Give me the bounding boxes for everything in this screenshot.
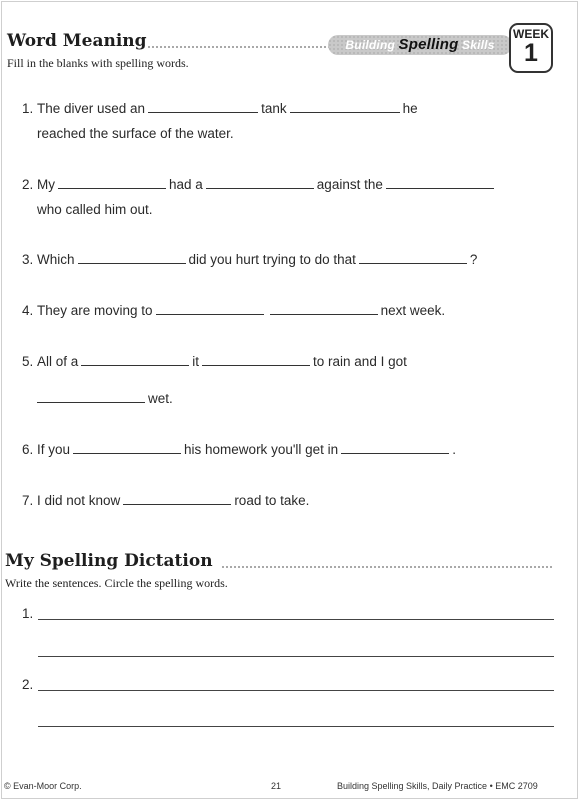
item-text: All of a [37,354,79,369]
footer-book-title: Building Spelling Skills, Daily Practice • EMC 2709 [337,781,538,791]
banner-suffix: Skills [458,38,495,52]
fill-blank[interactable] [148,112,258,113]
week-badge [509,23,553,73]
dictation-dotted-rule [222,566,552,568]
fill-blank[interactable] [386,188,494,189]
week-number: 1 [524,39,538,67]
dictation-writing-line[interactable] [38,619,554,620]
banner-highlight: Spelling [398,36,459,53]
item-text: road to take. [234,493,310,508]
item-text: Which [37,252,75,267]
banner-prefix: Building [345,38,399,52]
item-number: 4. [22,303,34,318]
item-text: I did not know [37,493,121,508]
item-text: They are moving to [37,303,153,318]
fill-blank[interactable] [206,188,314,189]
item-text: My [37,177,55,192]
fill-blank[interactable] [202,365,310,366]
item-text: had a [169,177,203,192]
fill-blank[interactable] [123,504,231,505]
dictation-writing-line[interactable] [38,690,554,691]
item-number: 5. [22,354,34,369]
dictation-number-2: 2. [22,677,34,692]
item-text: did you hurt trying to do that [188,252,356,267]
item-text: If you [37,442,71,457]
footer-page-number: 21 [271,781,282,791]
fill-blank[interactable] [81,365,189,366]
building-spelling-skills-banner [328,35,512,55]
item-text: tank [261,101,287,116]
week-label: WEEK [513,27,549,41]
dictation-writing-line[interactable] [38,726,554,727]
section-title-word-meaning: Word Meaning [7,31,147,51]
item-text: . [452,442,456,457]
item-1 [22,101,418,116]
section1-instruction: Fill in the blanks with spelling words. [7,56,189,70]
title-dotted-rule [148,46,330,48]
item-number: 7. [22,493,34,508]
item-6 [22,442,456,457]
fill-blank[interactable] [78,263,186,264]
item-text: The diver used an [37,101,146,116]
dictation-writing-line[interactable] [38,656,554,657]
item-text: against the [316,177,383,192]
footer-copyright: © Evan-Moor Corp. [4,781,82,791]
item-text: he [402,101,418,116]
item-text: his homework you'll get in [184,442,339,457]
item-2-continuation: who called him out. [37,202,153,217]
item-text: ? [469,252,478,267]
section2-instruction: Write the sentences. Circle the spelling words. [5,576,228,590]
fill-blank[interactable] [58,188,166,189]
fill-blank[interactable] [290,112,400,113]
fill-blank[interactable] [270,314,378,315]
item-1-continuation: reached the surface of the water. [37,126,234,141]
item-text: it [192,354,200,369]
item-5 [22,354,407,369]
item-number: 6. [22,442,34,457]
fill-blank[interactable] [73,453,181,454]
item-text: to rain and I got [313,354,407,369]
section-title-dictation: My Spelling Dictation [5,551,213,571]
item-number: 2. [22,177,34,192]
item-5-continuation [37,391,173,406]
banner-text [328,36,512,53]
item-7 [22,493,309,508]
fill-blank[interactable] [341,453,449,454]
fill-blank[interactable] [37,402,145,403]
item-4 [22,303,445,318]
item-text: wet. [148,391,173,406]
item-2 [22,177,497,192]
item-text: next week. [380,303,446,318]
item-number: 3. [22,252,34,267]
fill-blank[interactable] [359,263,467,264]
fill-blank[interactable] [156,314,264,315]
item-3 [22,252,477,267]
item-number: 1. [22,101,34,116]
dictation-number-1: 1. [22,606,34,621]
